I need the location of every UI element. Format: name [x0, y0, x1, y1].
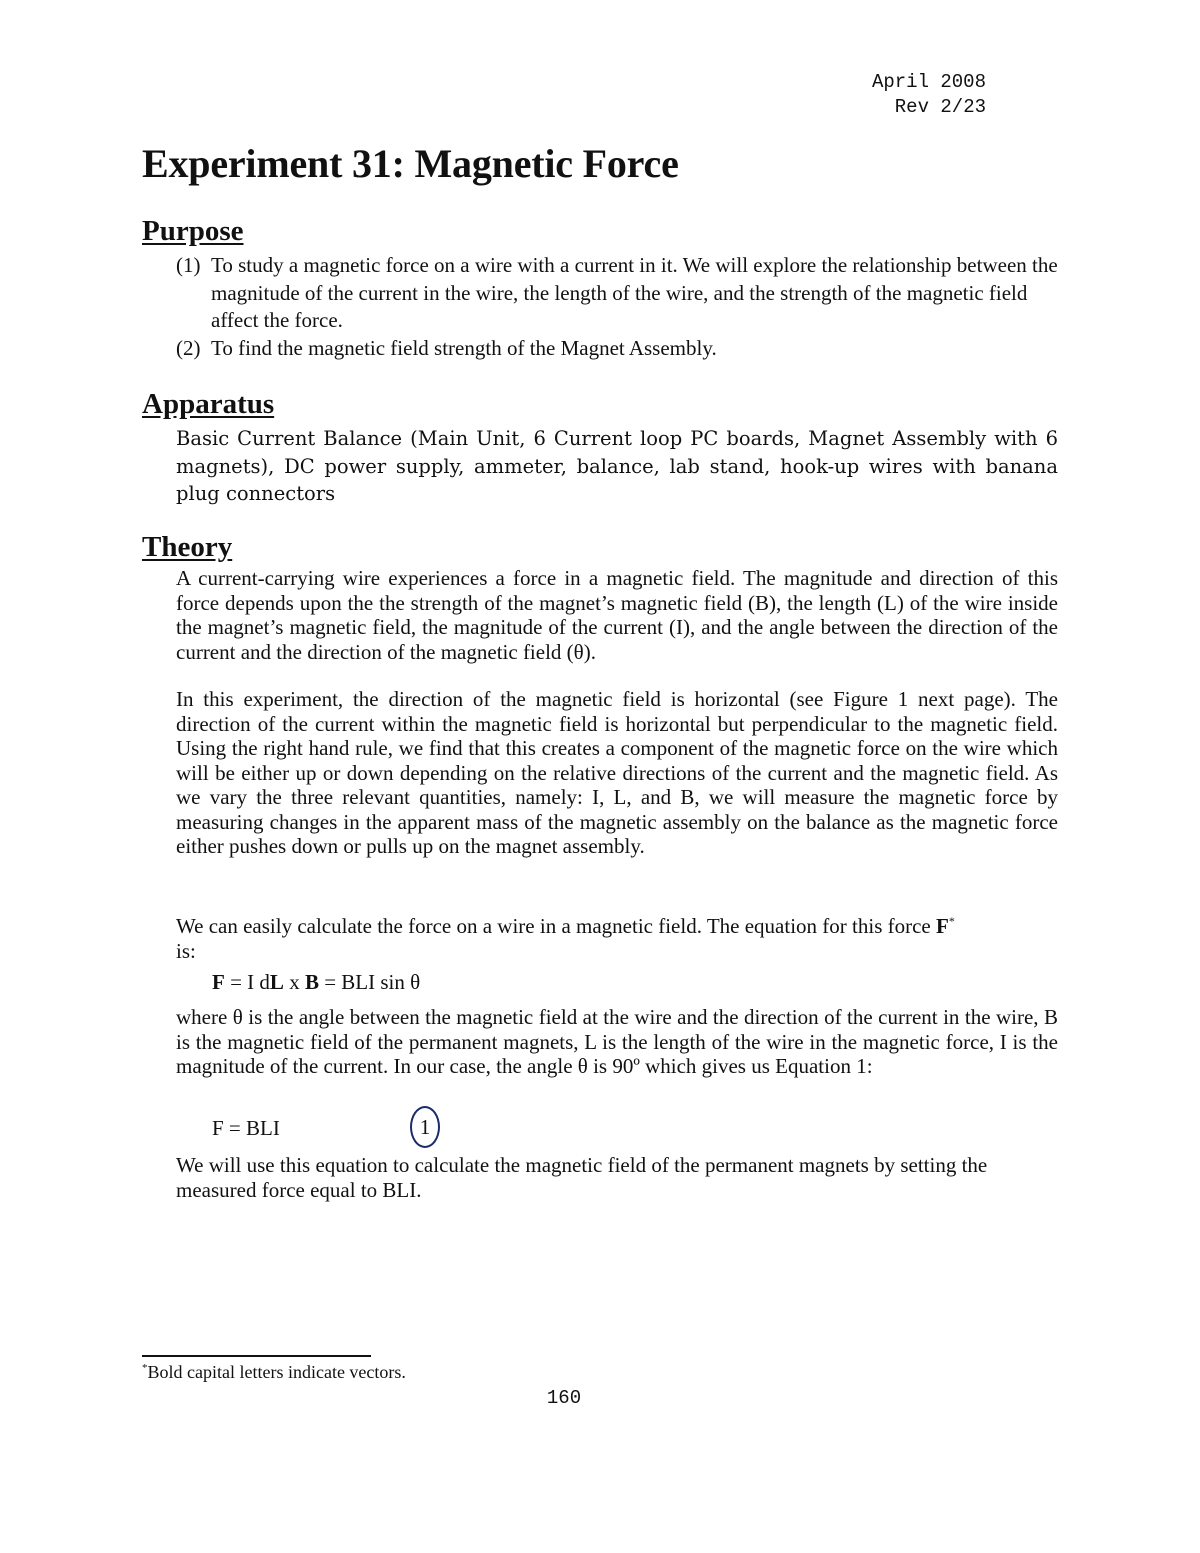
- equation-part-a: = I d: [224, 970, 270, 994]
- theory-paragraph-4: where θ is the angle between the magnetic field at the wire and the direction of the current in the wire, B is the magnetic field of the permanent magnets, L is the length of the wire in the magnetic force, I is the magnitude of the current. In our case, the angle θ is 90º which gives us Equation 1:: [176, 1005, 1058, 1078]
- header-info: [872, 70, 986, 120]
- equation-force-vector: F: [212, 970, 225, 994]
- purpose-item-text: To study a magnetic force on a wire with a current in it. We will explore the relationship between the magnitude of the current in the wire, the length of the wire, and the strength of the magnetic field affect the force.: [211, 253, 1058, 332]
- equation-rest: = BLI sin θ: [318, 970, 421, 994]
- purpose-heading: Purpose: [142, 215, 244, 247]
- apparatus-text: Basic Current Balance (Main Unit, 6 Current loop PC boards, Magnet Assembly with 6 magnets), DC power supply, ammeter, balance, lab stand, hook-up wires with banana plug connectors: [176, 427, 1058, 505]
- purpose-item-number: (1): [176, 253, 201, 277]
- footnote-text: Bold capital letters indicate vectors.: [147, 1362, 406, 1382]
- theory-paragraph-1: A current-carrying wire experiences a force in a magnetic field. The magnitude and direction of this force depends upon the the strength of the magnet’s magnetic field (B), the length (L) of the wire inside the magnet’s magnetic field, the magnitude of the current (I), and the angle between the direction of the current and the direction of the magnetic field (θ).: [176, 566, 1058, 664]
- equation-field-vector: B: [304, 970, 319, 994]
- page-number: 160: [546, 1387, 582, 1409]
- theory-paragraph-3-lead: We can easily calculate the force on a wire in a magnetic field. The equation for this force: [176, 914, 936, 938]
- purpose-item: [176, 335, 1058, 363]
- footnote: [142, 1362, 406, 1383]
- force-vector-symbol: F: [936, 914, 949, 938]
- purpose-list: [176, 252, 1058, 362]
- force-equation: [212, 970, 420, 995]
- footnote-mark: *: [142, 1362, 148, 1374]
- theory-paragraph-3: [176, 909, 1058, 963]
- theory-paragraph-5: We will use this equation to calculate the magnetic field of the permanent magnets by setting the measured force equal to BLI.: [176, 1153, 988, 1202]
- document-title: Experiment 31: Magnetic Force: [142, 141, 679, 186]
- header-date: April 2008: [871, 71, 986, 93]
- equation-cross: x: [283, 970, 305, 994]
- theory-heading: Theory: [142, 531, 233, 563]
- equation-length-vector: L: [269, 970, 284, 994]
- purpose-item-number: (2): [176, 335, 201, 360]
- equation-number-circle: 1: [410, 1106, 440, 1148]
- theory-paragraph-2: In this experiment, the direction of the magnetic field is horizontal (see Figure 1 next page). The direction of the current within the magnetic field is horizontal but perpendicular to the magnetic field. Using the right hand rule, we find that this creates a component of the magnetic force on the wire which will be either up or down depending on the relative directions of the current and the magnetic field. As we vary the three relevant quantities, namely: I, L, and B, we will measure the magnetic force by measuring changes in the apparent mass of the magnetic assembly on the balance as the magnetic force either pushes down or pulls up on the magnet assembly.: [176, 687, 1058, 858]
- footnote-reference: *: [948, 914, 955, 928]
- header-revision: Rev 2/23: [894, 96, 986, 118]
- equation-1: F = BLI: [212, 1116, 280, 1140]
- apparatus-heading: Apparatus: [142, 388, 275, 420]
- theory-paragraph-3-tail: is:: [176, 938, 196, 963]
- footnote-divider: [142, 1355, 371, 1357]
- purpose-item: [176, 252, 1058, 335]
- purpose-item-text: To find the magnetic field strength of the Magnet Assembly.: [211, 335, 717, 360]
